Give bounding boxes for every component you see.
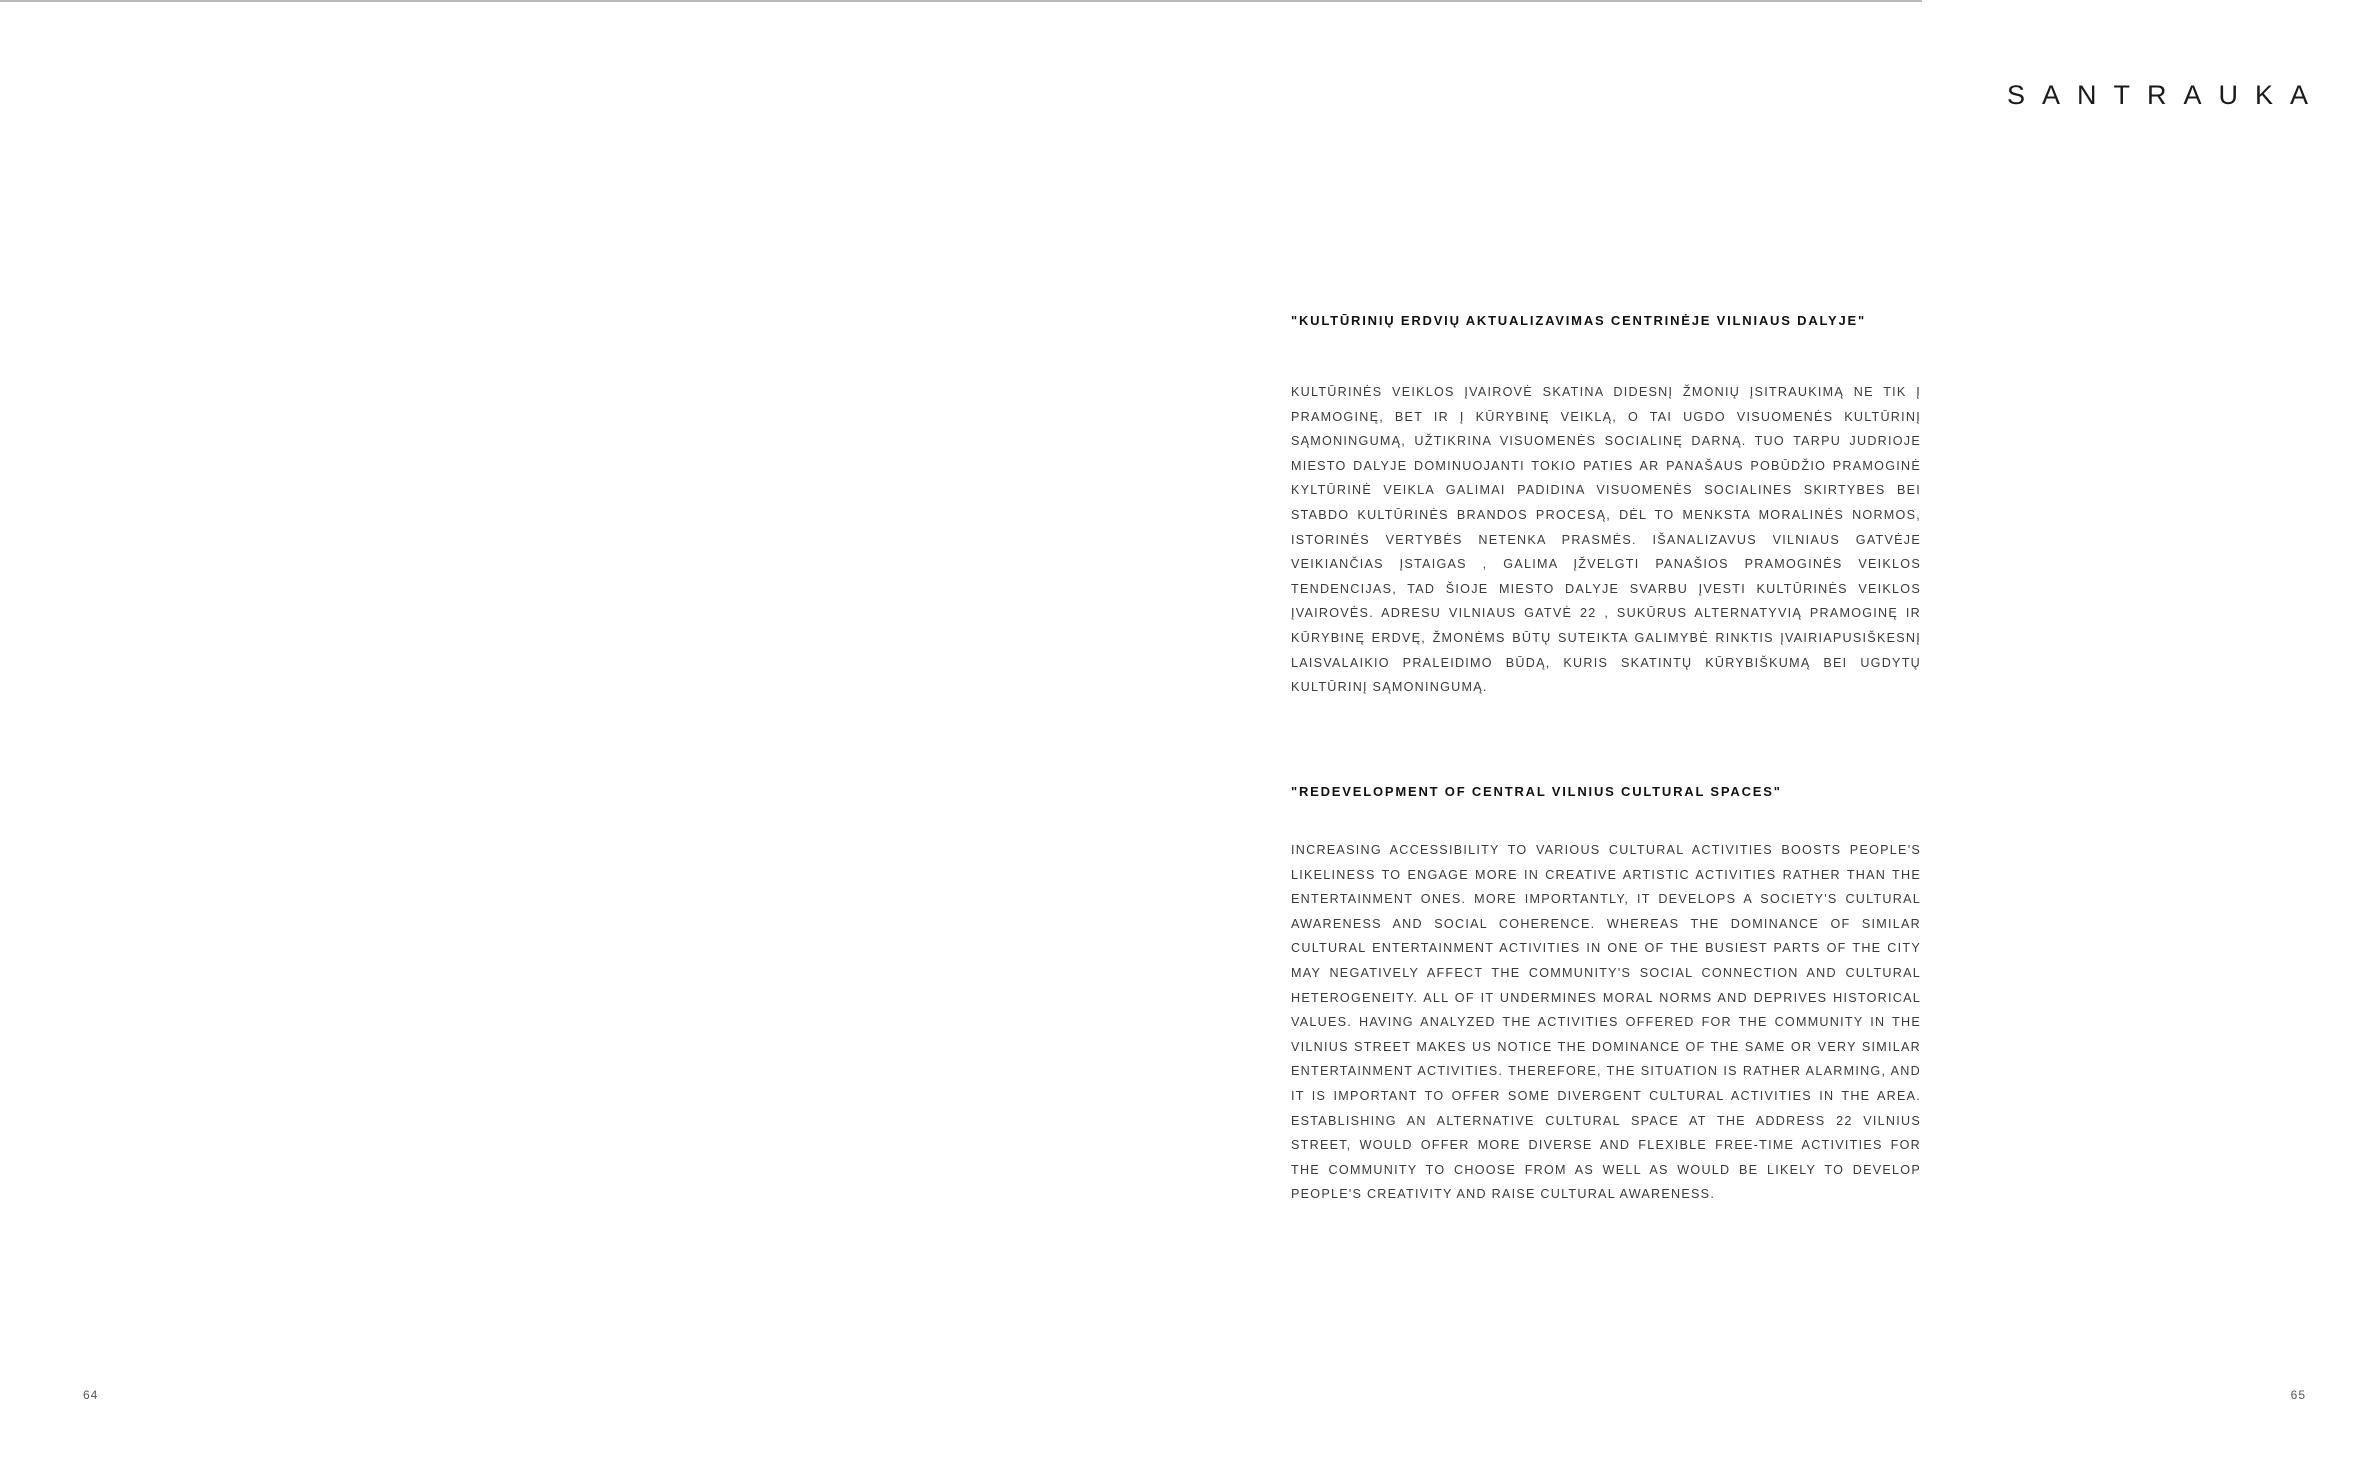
lithuanian-heading: "KULTŪRINIŲ ERDVIŲ AKTUALIZAVIMAS CENTRINĖJE VILNIAUS DALYJE": [1291, 313, 1866, 328]
english-heading: "REDEVELOPMENT OF CENTRAL VILNIUS CULTURAL SPACES": [1291, 784, 1782, 799]
page-number-right: 65: [2290, 1388, 2306, 1402]
page-number-left: 64: [83, 1388, 99, 1402]
english-summary-text: INCREASING ACCESSIBILITY TO VARIOUS CULTURAL ACTIVITIES BOOSTS PEOPLE'S LIKELINESS TO ENGAGE MORE IN CREATIVE ARTISTIC ACTIVITIES RATHER THAN THE ENTERTAINMENT ONES. MORE IMPORTANTLY, IT DEVELOPS A SOCIETY'S CULTURAL AWARENESS AND SOCIAL COHERENCE. WHEREAS THE DOMINANCE OF SIMILAR CULTURAL ENTERTAINMENT ACTIVITIES IN ONE OF THE BUSIEST PARTS OF THE CITY MAY NEGATIVELY AFFECT THE COMMUNITY'S SOCIAL CONNECTION AND CULTURAL HETEROGENEITY. ALL OF IT UNDERMINES MORAL NORMS AND DEPRIVES HISTORICAL VALUES. HAVING ANALYZED THE ACTIVITIES OFFERED FOR THE COMMUNITY IN THE VILNIUS STREET MAKES US NOTICE THE DOMINANCE OF THE SAME OR VERY SIMILAR ENTERTAINMENT ACTIVITIES. THEREFORE, THE SITUATION IS RATHER ALARMING, AND IT IS IMPORTANT TO OFFER SOME DIVERGENT CULTURAL ACTIVITIES IN THE AREA. ESTABLISHING AN ALTERNATIVE CULTURAL SPACE AT THE ADDRESS 22 VILNIUS STREET, WOULD OFFER MORE DIVERSE AND FLEXIBLE FREE-TIME ACTIVITIES FOR THE COMMUNITY TO CHOOSE FROM AS WELL AS WOULD BE LIKELY TO DEVELOP PEOPLE'S CREATIVITY AND RAISE CULTURAL AWARENESS.: [1291, 843, 1921, 1202]
section-title: SANTRAUKA: [2006, 80, 2325, 110]
lithuanian-summary-text: KULTŪRINĖS VEIKLOS ĮVAIROVĖ SKATINA DIDESNĮ ŽMONIŲ ĮSITRAUKIMĄ NE TIK Į PRAMOGINĘ, BET IR Į KŪRYBINĘ VEIKLĄ, O TAI UGDO VISUOMENĖS KULTŪRINĮ SĄMONINGUMĄ, UŽTIKRINA VISUOMENĖS SOCIALINĘ DARNĄ. TUO TARPU JUDRIOJE MIESTO DALYJE DOMINUOJANTI TOKIO PATIES AR PANAŠAUS POBŪDŽIO PRAMOGINĖ KYLTŪRINĖ VEIKLA GALIMAI PADIDINA VISUOMENĖS SOCIALINES SKIRTYBES BEI STABDO KULTŪRINĖS BRANDOS PROCESĄ, DĖL TO MENKSTA MORALINĖS NORMOS, ISTORINĖS VERTYBĖS NETENKA PRASMĖS. IŠANALIZAVUS VILNIAUS GATVĖJE VEIKIANČIAS ĮSTAIGAS , GALIMA ĮŽVELGTI PANAŠIOS PRAMOGINĖS VEIKLOS TENDENCIJAS, TAD ŠIOJE MIESTO DALYJE SVARBU ĮVESTI KULTŪRINĖS VEIKLOS ĮVAIROVĖS. ADRESU VILNIAUS GATVĖ 22 , SUKŪRUS ALTERNATYVIĄ PRAMOGINĘ IR KŪRYBINĘ ERDVĘ, ŽMONĖMS BŪTŲ SUTEIKTA GALIMYBĖ RINKTIS ĮVAIRIAPUSIŠKESNĮ LAISVALAIKIO PRALEIDIMO BŪDĄ, KURIS SKATINTŲ KŪRYBIŠKUMĄ BEI UGDYTŲ KULTŪRINĮ SĄMONINGUMĄ.: [1291, 385, 1921, 695]
top-divider: [0, 0, 1922, 2]
